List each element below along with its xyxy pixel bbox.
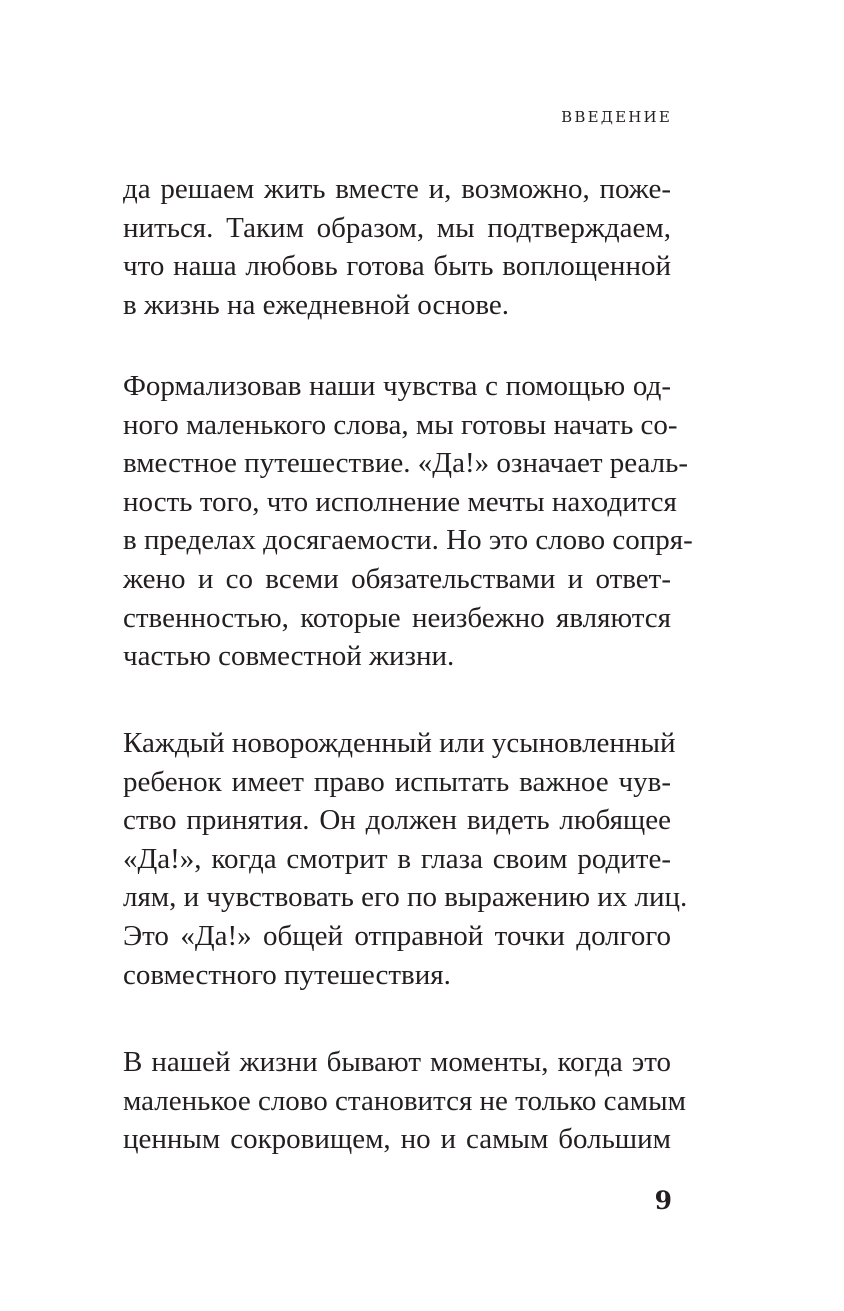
text-line: частью совместной жизни. [123,640,455,673]
text-line: в жизнь на ежедневной основе. [123,288,509,321]
text-line: совместного путешествия. [123,958,451,991]
text-line: в пределах досягаемости. Но это слово сопря- [123,524,693,557]
text-line: что наша любовь готова быть воплощенной [123,250,671,283]
text-line: В нашей жизни бывают моменты, когда это [123,1046,671,1078]
text-line: жено и со всеми обязательствами и ответ- [123,562,671,595]
running-head: ВВЕДЕНИЕ [561,108,672,126]
paragraph-2 [123,367,693,676]
page-number: 9 [654,1186,672,1215]
text-line: ребенок имеет право испытать важное чув- [123,765,671,798]
text-line: ниться. Таким образом, мы подтверждаем, [123,211,671,244]
text-line: Это «Да!» общей отправной точки долгого [123,919,671,952]
paragraph-4 [123,1043,686,1159]
text-line: Каждый новорожденный или усыновленный [123,727,676,759]
text-line: маленькое слово становится не только самым [123,1084,686,1117]
text-line: ственностью, которые неизбежно являются [123,601,671,634]
text-line: Формализовав наши чувства с помощью од- [123,370,671,402]
text-line: ценным сокровищем, но и самым большим [123,1123,671,1156]
text-line: ность того, что исполнение мечты находится [123,485,677,518]
paragraph-1 [123,170,671,324]
text-line: лям, и чувствовать его по выражению их лиц. [123,881,688,914]
text-line: да решаем жить вместе и, возможно, поже- [123,173,671,205]
paragraph-3 [123,724,688,994]
text-line: ство принятия. Он должен видеть любящее [123,804,671,837]
text-line: вместное путешествие. «Да!» означает реаль- [123,447,689,480]
text-line: ного маленького слова, мы готовы начать со- [123,408,678,441]
text-line: «Да!», когда смотрит в глаза своим родите- [123,842,671,875]
